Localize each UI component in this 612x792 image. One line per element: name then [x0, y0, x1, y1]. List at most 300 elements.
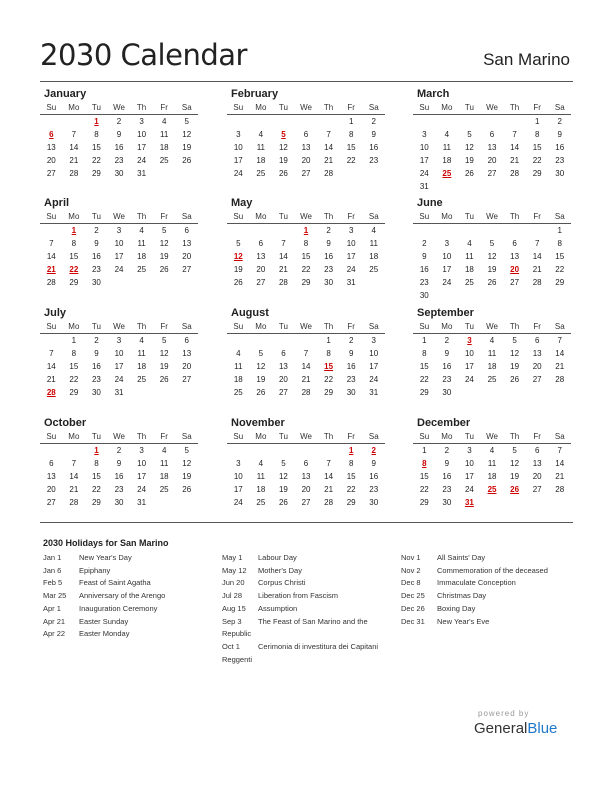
- day-cell[interactable]: 27: [46, 498, 56, 507]
- day-cell[interactable]: 14: [324, 143, 334, 152]
- day-cell[interactable]: 23: [555, 156, 565, 165]
- day-cell[interactable]: 27: [46, 169, 56, 178]
- day-cell[interactable]: 30: [91, 388, 101, 397]
- day-cell[interactable]: 18: [464, 265, 474, 274]
- day-cell[interactable]: 5: [512, 446, 517, 455]
- day-cell[interactable]: 26: [278, 169, 288, 178]
- day-cell[interactable]: 18: [487, 362, 497, 371]
- day-cell[interactable]: 14: [301, 362, 311, 371]
- day-cell[interactable]: 31: [137, 169, 147, 178]
- day-cell[interactable]: 23: [114, 156, 124, 165]
- day-cell[interactable]: 29: [346, 498, 356, 507]
- day-cell[interactable]: 4: [489, 336, 495, 345]
- day-cell[interactable]: 20: [182, 362, 192, 371]
- day-cell[interactable]: 4: [258, 130, 264, 139]
- day-cell[interactable]: 26: [256, 388, 266, 397]
- day-cell[interactable]: 28: [278, 278, 288, 287]
- day-cell[interactable]: 15: [301, 252, 311, 261]
- day-cell[interactable]: 17: [346, 252, 356, 261]
- day-cell[interactable]: 15: [419, 472, 429, 481]
- holiday-day-cell[interactable]: 22: [69, 265, 79, 274]
- day-cell[interactable]: 30: [114, 169, 124, 178]
- day-cell[interactable]: 5: [512, 336, 517, 345]
- day-cell[interactable]: 24: [137, 485, 147, 494]
- day-cell[interactable]: 6: [512, 239, 517, 248]
- day-cell[interactable]: 17: [419, 156, 429, 165]
- day-cell[interactable]: 9: [94, 239, 99, 248]
- holiday-day-cell[interactable]: 21: [46, 265, 56, 274]
- day-cell[interactable]: 21: [278, 265, 288, 274]
- day-cell[interactable]: 10: [114, 349, 124, 358]
- day-cell[interactable]: 14: [46, 362, 56, 371]
- day-cell[interactable]: 21: [510, 156, 520, 165]
- day-cell[interactable]: 12: [464, 143, 474, 152]
- day-cell[interactable]: 1: [326, 336, 331, 345]
- day-cell[interactable]: 10: [233, 143, 243, 152]
- day-cell[interactable]: 24: [419, 169, 429, 178]
- day-cell[interactable]: 19: [182, 472, 192, 481]
- day-cell[interactable]: 9: [444, 459, 450, 468]
- day-cell[interactable]: 7: [71, 130, 77, 139]
- day-cell[interactable]: 4: [258, 459, 264, 468]
- day-cell[interactable]: 13: [301, 472, 311, 481]
- day-cell[interactable]: 18: [137, 252, 147, 261]
- day-cell[interactable]: 30: [442, 388, 452, 397]
- day-cell[interactable]: 4: [161, 117, 167, 126]
- day-cell[interactable]: 2: [326, 226, 331, 235]
- day-cell[interactable]: 30: [114, 498, 124, 507]
- day-cell[interactable]: 16: [91, 252, 101, 261]
- day-cell[interactable]: 29: [91, 169, 101, 178]
- day-cell[interactable]: 1: [422, 446, 427, 455]
- day-cell[interactable]: 15: [91, 472, 101, 481]
- day-cell[interactable]: 27: [532, 375, 542, 384]
- day-cell[interactable]: 3: [139, 446, 144, 455]
- day-cell[interactable]: 11: [369, 239, 378, 248]
- day-cell[interactable]: 18: [159, 143, 169, 152]
- holiday-day-cell[interactable]: 31: [464, 498, 474, 507]
- holiday-day-cell[interactable]: 15: [324, 362, 334, 371]
- day-cell[interactable]: 18: [256, 156, 266, 165]
- day-cell[interactable]: 3: [444, 239, 450, 248]
- day-cell[interactable]: 21: [532, 265, 542, 274]
- day-cell[interactable]: 5: [161, 336, 167, 345]
- holiday-day-cell[interactable]: 5: [281, 130, 286, 139]
- day-cell[interactable]: 8: [94, 130, 99, 139]
- day-cell[interactable]: 19: [256, 375, 266, 384]
- day-cell[interactable]: 20: [46, 485, 56, 494]
- day-cell[interactable]: 24: [114, 375, 124, 384]
- day-cell[interactable]: 23: [324, 265, 334, 274]
- day-cell[interactable]: 5: [258, 349, 264, 358]
- day-cell[interactable]: 5: [184, 446, 189, 455]
- day-cell[interactable]: 14: [555, 459, 565, 468]
- day-cell[interactable]: 8: [303, 239, 309, 248]
- day-cell[interactable]: 11: [487, 459, 497, 468]
- day-cell[interactable]: 31: [419, 182, 429, 191]
- day-cell[interactable]: 4: [236, 349, 241, 358]
- day-cell[interactable]: 19: [159, 362, 169, 371]
- day-cell[interactable]: 10: [346, 239, 356, 248]
- day-cell[interactable]: 3: [236, 459, 241, 468]
- day-cell[interactable]: 26: [159, 265, 169, 274]
- day-cell[interactable]: 8: [326, 349, 331, 358]
- day-cell[interactable]: 17: [137, 472, 147, 481]
- day-cell[interactable]: 13: [278, 362, 288, 371]
- day-cell[interactable]: 2: [444, 336, 450, 345]
- day-cell[interactable]: 22: [346, 485, 356, 494]
- day-cell[interactable]: 31: [137, 498, 147, 507]
- day-cell[interactable]: 10: [233, 472, 243, 481]
- day-cell[interactable]: 22: [301, 265, 311, 274]
- day-cell[interactable]: 25: [137, 265, 147, 274]
- day-cell[interactable]: 12: [278, 143, 288, 152]
- day-cell[interactable]: 11: [442, 143, 452, 152]
- day-cell[interactable]: 7: [71, 459, 77, 468]
- day-cell[interactable]: 5: [161, 226, 167, 235]
- day-cell[interactable]: 12: [159, 349, 169, 358]
- day-cell[interactable]: 9: [326, 239, 331, 248]
- day-cell[interactable]: 13: [46, 143, 56, 152]
- day-cell[interactable]: 16: [114, 472, 124, 481]
- day-cell[interactable]: 5: [236, 239, 241, 248]
- day-cell[interactable]: 18: [256, 485, 266, 494]
- day-cell[interactable]: 25: [159, 156, 169, 165]
- day-cell[interactable]: 27: [278, 388, 288, 397]
- day-cell[interactable]: 5: [467, 130, 472, 139]
- day-cell[interactable]: 6: [489, 130, 495, 139]
- day-cell[interactable]: 20: [532, 472, 542, 481]
- day-cell[interactable]: 29: [555, 278, 565, 287]
- day-cell[interactable]: 9: [444, 349, 450, 358]
- day-cell[interactable]: 1: [534, 117, 540, 126]
- day-cell[interactable]: 9: [422, 252, 427, 261]
- day-cell[interactable]: 14: [510, 143, 520, 152]
- day-cell[interactable]: 10: [137, 459, 147, 468]
- day-cell[interactable]: 30: [369, 498, 379, 507]
- day-cell[interactable]: 28: [510, 169, 520, 178]
- day-cell[interactable]: 7: [326, 459, 331, 468]
- day-cell[interactable]: 21: [555, 362, 565, 371]
- day-cell[interactable]: 12: [510, 349, 520, 358]
- day-cell[interactable]: 1: [348, 117, 354, 126]
- day-cell[interactable]: 19: [487, 265, 497, 274]
- day-cell[interactable]: 18: [159, 472, 169, 481]
- holiday-day-cell[interactable]: 1: [94, 117, 99, 126]
- day-cell[interactable]: 6: [534, 336, 540, 345]
- holiday-day-cell[interactable]: 2: [371, 446, 376, 455]
- day-cell[interactable]: 26: [182, 156, 192, 165]
- day-cell[interactable]: 22: [419, 485, 429, 494]
- day-cell[interactable]: 6: [258, 239, 264, 248]
- day-cell[interactable]: 26: [159, 375, 169, 384]
- day-cell[interactable]: 12: [487, 252, 497, 261]
- day-cell[interactable]: 21: [69, 156, 79, 165]
- holiday-day-cell[interactable]: 1: [94, 446, 99, 455]
- day-cell[interactable]: 16: [324, 252, 334, 261]
- day-cell[interactable]: 20: [532, 362, 542, 371]
- day-cell[interactable]: 25: [487, 375, 497, 384]
- day-cell[interactable]: 25: [369, 265, 379, 274]
- day-cell[interactable]: 19: [159, 252, 169, 261]
- day-cell[interactable]: 20: [301, 156, 311, 165]
- holiday-day-cell[interactable]: 12: [233, 252, 243, 261]
- day-cell[interactable]: 2: [371, 117, 376, 126]
- day-cell[interactable]: 4: [139, 226, 144, 235]
- day-cell[interactable]: 17: [233, 485, 243, 494]
- day-cell[interactable]: 29: [301, 278, 311, 287]
- day-cell[interactable]: 7: [557, 336, 562, 345]
- day-cell[interactable]: 15: [69, 362, 79, 371]
- day-cell[interactable]: 26: [464, 169, 474, 178]
- day-cell[interactable]: 23: [91, 265, 101, 274]
- day-cell[interactable]: 8: [557, 239, 562, 248]
- day-cell[interactable]: 11: [137, 349, 146, 358]
- day-cell[interactable]: 30: [346, 388, 356, 397]
- day-cell[interactable]: 18: [487, 472, 497, 481]
- day-cell[interactable]: 17: [137, 143, 147, 152]
- day-cell[interactable]: 30: [442, 498, 452, 507]
- day-cell[interactable]: 19: [464, 156, 474, 165]
- day-cell[interactable]: 10: [137, 130, 147, 139]
- day-cell[interactable]: 13: [532, 459, 542, 468]
- day-cell[interactable]: 11: [487, 349, 497, 358]
- day-cell[interactable]: 25: [137, 375, 147, 384]
- day-cell[interactable]: 7: [49, 239, 54, 248]
- day-cell[interactable]: 17: [233, 156, 243, 165]
- day-cell[interactable]: 31: [114, 388, 124, 397]
- day-cell[interactable]: 10: [369, 349, 379, 358]
- day-cell[interactable]: 21: [555, 472, 565, 481]
- day-cell[interactable]: 11: [160, 459, 169, 468]
- day-cell[interactable]: 9: [371, 459, 376, 468]
- holiday-day-cell[interactable]: 25: [487, 485, 497, 494]
- day-cell[interactable]: 17: [369, 362, 379, 371]
- day-cell[interactable]: 6: [303, 130, 309, 139]
- day-cell[interactable]: 7: [281, 239, 286, 248]
- day-cell[interactable]: 24: [346, 265, 356, 274]
- day-cell[interactable]: 20: [256, 265, 266, 274]
- day-cell[interactable]: 4: [489, 446, 495, 455]
- day-cell[interactable]: 6: [184, 336, 189, 345]
- day-cell[interactable]: 28: [324, 498, 334, 507]
- day-cell[interactable]: 12: [159, 239, 169, 248]
- day-cell[interactable]: 8: [71, 239, 77, 248]
- day-cell[interactable]: 15: [91, 143, 101, 152]
- day-cell[interactable]: 26: [182, 485, 192, 494]
- day-cell[interactable]: 5: [281, 459, 286, 468]
- day-cell[interactable]: 12: [256, 362, 266, 371]
- day-cell[interactable]: 28: [324, 169, 334, 178]
- day-cell[interactable]: 13: [46, 472, 56, 481]
- day-cell[interactable]: 21: [69, 485, 79, 494]
- day-cell[interactable]: 17: [464, 362, 474, 371]
- day-cell[interactable]: 3: [236, 130, 241, 139]
- day-cell[interactable]: 30: [419, 291, 429, 300]
- day-cell[interactable]: 23: [346, 375, 356, 384]
- holiday-day-cell[interactable]: 25: [442, 169, 452, 178]
- day-cell[interactable]: 8: [348, 459, 354, 468]
- day-cell[interactable]: 8: [534, 130, 540, 139]
- day-cell[interactable]: 6: [184, 226, 189, 235]
- day-cell[interactable]: 1: [422, 336, 427, 345]
- day-cell[interactable]: 21: [301, 375, 311, 384]
- day-cell[interactable]: 19: [278, 485, 288, 494]
- day-cell[interactable]: 13: [256, 252, 266, 261]
- day-cell[interactable]: 11: [137, 239, 146, 248]
- day-cell[interactable]: 7: [326, 130, 331, 139]
- holiday-day-cell[interactable]: 20: [510, 265, 520, 274]
- day-cell[interactable]: 9: [348, 349, 354, 358]
- day-cell[interactable]: 29: [69, 278, 79, 287]
- day-cell[interactable]: 27: [510, 278, 520, 287]
- day-cell[interactable]: 16: [346, 362, 356, 371]
- day-cell[interactable]: 28: [69, 169, 79, 178]
- day-cell[interactable]: 29: [91, 498, 101, 507]
- day-cell[interactable]: 15: [555, 252, 565, 261]
- day-cell[interactable]: 23: [369, 485, 379, 494]
- day-cell[interactable]: 2: [116, 446, 122, 455]
- day-cell[interactable]: 19: [510, 362, 520, 371]
- day-cell[interactable]: 25: [159, 485, 169, 494]
- day-cell[interactable]: 7: [557, 446, 562, 455]
- day-cell[interactable]: 18: [442, 156, 452, 165]
- holiday-day-cell[interactable]: 3: [467, 336, 472, 345]
- day-cell[interactable]: 12: [182, 459, 192, 468]
- day-cell[interactable]: 11: [256, 143, 266, 152]
- day-cell[interactable]: 25: [464, 278, 474, 287]
- day-cell[interactable]: 9: [94, 349, 99, 358]
- day-cell[interactable]: 3: [467, 446, 472, 455]
- day-cell[interactable]: 4: [161, 446, 167, 455]
- day-cell[interactable]: 24: [369, 375, 379, 384]
- day-cell[interactable]: 19: [233, 265, 243, 274]
- day-cell[interactable]: 2: [116, 117, 122, 126]
- day-cell[interactable]: 15: [419, 362, 429, 371]
- day-cell[interactable]: 27: [182, 265, 192, 274]
- day-cell[interactable]: 28: [46, 278, 56, 287]
- holiday-day-cell[interactable]: 6: [49, 130, 54, 139]
- day-cell[interactable]: 12: [510, 459, 520, 468]
- day-cell[interactable]: 16: [419, 265, 429, 274]
- day-cell[interactable]: 21: [46, 375, 56, 384]
- day-cell[interactable]: 28: [555, 375, 565, 384]
- day-cell[interactable]: 15: [346, 472, 356, 481]
- day-cell[interactable]: 24: [137, 156, 147, 165]
- day-cell[interactable]: 30: [91, 278, 101, 287]
- day-cell[interactable]: 2: [94, 226, 99, 235]
- day-cell[interactable]: 31: [346, 278, 356, 287]
- day-cell[interactable]: 24: [114, 265, 124, 274]
- day-cell[interactable]: 11: [160, 130, 169, 139]
- day-cell[interactable]: 28: [301, 388, 311, 397]
- day-cell[interactable]: 13: [301, 143, 311, 152]
- day-cell[interactable]: 24: [233, 498, 243, 507]
- day-cell[interactable]: 29: [532, 169, 542, 178]
- day-cell[interactable]: 9: [371, 130, 376, 139]
- day-cell[interactable]: 23: [369, 156, 379, 165]
- day-cell[interactable]: 3: [422, 130, 427, 139]
- day-cell[interactable]: 23: [91, 375, 101, 384]
- day-cell[interactable]: 9: [116, 130, 122, 139]
- day-cell[interactable]: 20: [487, 156, 497, 165]
- day-cell[interactable]: 22: [324, 375, 334, 384]
- day-cell[interactable]: 6: [49, 459, 54, 468]
- day-cell[interactable]: 6: [281, 349, 286, 358]
- day-cell[interactable]: 23: [442, 485, 452, 494]
- day-cell[interactable]: 4: [139, 336, 144, 345]
- day-cell[interactable]: 14: [532, 252, 542, 261]
- day-cell[interactable]: 27: [487, 169, 497, 178]
- day-cell[interactable]: 2: [557, 117, 562, 126]
- day-cell[interactable]: 27: [532, 485, 542, 494]
- day-cell[interactable]: 20: [278, 375, 288, 384]
- day-cell[interactable]: 10: [114, 239, 124, 248]
- day-cell[interactable]: 2: [94, 336, 99, 345]
- day-cell[interactable]: 19: [510, 472, 520, 481]
- day-cell[interactable]: 17: [114, 252, 124, 261]
- day-cell[interactable]: 27: [182, 375, 192, 384]
- day-cell[interactable]: 28: [555, 485, 565, 494]
- day-cell[interactable]: 1: [71, 336, 77, 345]
- day-cell[interactable]: 19: [278, 156, 288, 165]
- day-cell[interactable]: 3: [116, 336, 122, 345]
- day-cell[interactable]: 30: [324, 278, 334, 287]
- day-cell[interactable]: 3: [139, 117, 144, 126]
- day-cell[interactable]: 29: [324, 388, 334, 397]
- day-cell[interactable]: 16: [114, 143, 124, 152]
- day-cell[interactable]: 28: [69, 498, 79, 507]
- day-cell[interactable]: 10: [442, 252, 452, 261]
- day-cell[interactable]: 24: [442, 278, 452, 287]
- day-cell[interactable]: 22: [69, 375, 79, 384]
- day-cell[interactable]: 27: [301, 498, 311, 507]
- day-cell[interactable]: 15: [532, 143, 542, 152]
- day-cell[interactable]: 18: [369, 252, 379, 261]
- holiday-day-cell[interactable]: 8: [422, 459, 427, 468]
- day-cell[interactable]: 10: [419, 143, 429, 152]
- day-cell[interactable]: 29: [419, 388, 429, 397]
- day-cell[interactable]: 13: [487, 143, 497, 152]
- day-cell[interactable]: 7: [49, 349, 54, 358]
- day-cell[interactable]: 21: [324, 156, 334, 165]
- day-cell[interactable]: 16: [442, 362, 452, 371]
- day-cell[interactable]: 20: [301, 485, 311, 494]
- day-cell[interactable]: 24: [464, 375, 474, 384]
- day-cell[interactable]: 29: [69, 388, 79, 397]
- day-cell[interactable]: 7: [512, 130, 517, 139]
- day-cell[interactable]: 22: [91, 156, 101, 165]
- day-cell[interactable]: 2: [348, 336, 354, 345]
- day-cell[interactable]: 25: [256, 169, 266, 178]
- day-cell[interactable]: 17: [442, 265, 452, 274]
- day-cell[interactable]: 27: [301, 169, 311, 178]
- day-cell[interactable]: 12: [182, 130, 192, 139]
- day-cell[interactable]: 22: [555, 265, 565, 274]
- holiday-day-cell[interactable]: 1: [303, 226, 309, 235]
- day-cell[interactable]: 8: [348, 130, 354, 139]
- day-cell[interactable]: 13: [182, 349, 192, 358]
- day-cell[interactable]: 26: [278, 498, 288, 507]
- day-cell[interactable]: 23: [114, 485, 124, 494]
- day-cell[interactable]: 3: [371, 336, 376, 345]
- day-cell[interactable]: 14: [69, 472, 79, 481]
- day-cell[interactable]: 1: [557, 226, 562, 235]
- day-cell[interactable]: 7: [303, 349, 309, 358]
- holiday-day-cell[interactable]: 28: [46, 388, 56, 397]
- day-cell[interactable]: 27: [256, 278, 266, 287]
- day-cell[interactable]: 26: [233, 278, 243, 287]
